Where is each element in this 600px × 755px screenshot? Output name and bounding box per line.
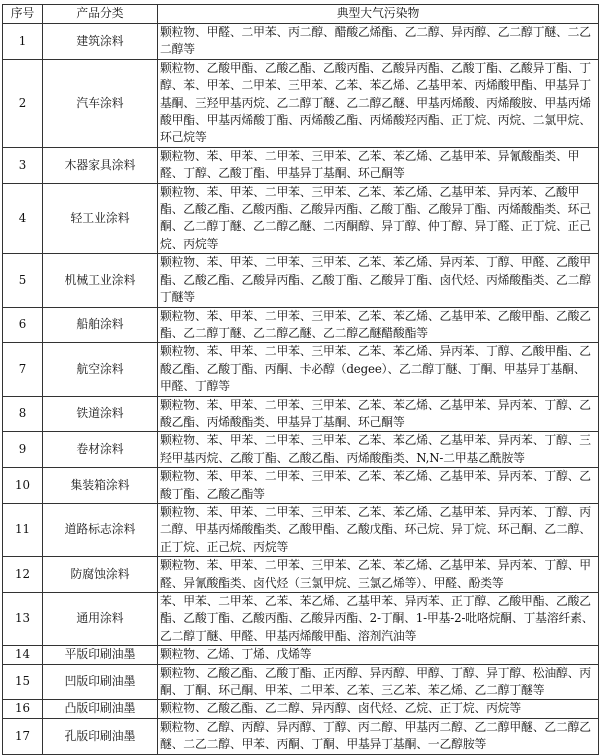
row-index: 13 — [3, 593, 43, 646]
table-row — [3, 307, 599, 343]
row-category: 机械工业涂料 — [43, 254, 158, 307]
row-category: 卷材涂料 — [43, 432, 158, 468]
row-category: 凸版印刷油墨 — [43, 700, 158, 718]
table-header-row — [3, 5, 599, 24]
row-index: 14 — [3, 646, 43, 664]
row-index: 7 — [3, 343, 43, 396]
row-pollutants: 苯、甲苯、二甲苯、乙苯、苯乙烯、乙基甲苯、异丙苯、正丁醇、乙酸甲酯、乙酸乙酯、乙酸丁酯、乙酸丙酯、乙酸异丙酯、2-丁酮、1-甲基-2-吡咯烷酮、丁基溶纤素、乙二醇丁醚、甲醛、甲基丙烯酸甲酯、溶剂汽油等 — [158, 593, 599, 646]
table-row — [3, 557, 599, 593]
row-index: 12 — [3, 557, 43, 593]
row-index: 9 — [3, 432, 43, 468]
row-pollutants: 颗粒物、苯、甲苯、二甲苯、三甲苯、乙苯、苯乙烯、异丙苯、丁醇、甲醛、乙酸甲酯、乙酸乙酯、乙酸异丙酯、乙酸丁酯、乙酸异丁酯、卤代烃、丙烯酸酯类、乙二醇丁醚等 — [158, 254, 599, 307]
header-index: 序号 — [3, 5, 43, 24]
row-index: 5 — [3, 254, 43, 307]
table-row — [3, 593, 599, 646]
table-row — [3, 646, 599, 664]
pollutant-table — [2, 4, 599, 755]
row-pollutants: 颗粒物、乙醇、丙醇、异丙醇、丁醇、丙二醇、甲基丙二醇、乙二醇甲醚、乙二醇乙醚、二乙二醇、甲苯、丙酮、丁酮、甲基异丁基酮、一乙醇胺等 — [158, 718, 599, 754]
table-row — [3, 147, 599, 183]
row-pollutants: 颗粒物、乙酸乙酯、乙酸丁酯、正丙醇、异丙醇、甲醇、丁醇、异丁醇、松油醇、丙酮、丁酮、环己酮、甲苯、二甲苯、乙苯、三乙苯、苯乙烯、乙二醇丁醚等 — [158, 664, 599, 700]
table-row — [3, 503, 599, 556]
row-category: 集装箱涂料 — [43, 468, 158, 504]
row-pollutants: 颗粒物、苯、甲苯、二甲苯、三甲苯、乙苯、苯乙烯、乙基甲苯、乙酸甲酯、乙酸乙酯、乙二醇丁醚、乙二醇乙醚、乙二醇乙醚醋酸酯等 — [158, 307, 599, 343]
row-pollutants: 颗粒物、乙烯、丁烯、戊烯等 — [158, 646, 599, 664]
table-row — [3, 343, 599, 396]
row-category: 防腐蚀涂料 — [43, 557, 158, 593]
table-row — [3, 254, 599, 307]
row-pollutants: 颗粒物、甲醛、二甲苯、丙二醇、醋酸乙烯酯、乙二醇、异丙醇、乙二醇丁醚、二乙二醇等 — [158, 24, 599, 60]
table-row — [3, 468, 599, 504]
table-row — [3, 396, 599, 432]
row-category: 道路标志涂料 — [43, 503, 158, 556]
row-index: 11 — [3, 503, 43, 556]
table-row — [3, 183, 599, 254]
row-index: 10 — [3, 468, 43, 504]
row-pollutants: 颗粒物、乙酸甲酯、乙酸乙酯、乙酸丙酯、乙酸异丙酯、乙酸丁酯、乙酸异丁酯、丁醇、苯、甲苯、二甲苯、三甲苯、乙苯、苯乙烯、乙基甲苯、丙烯酸甲酯、甲基异丁基酮、三羟甲基丙烷、乙二醇丁醚、乙二醇乙醚、甲基丙烯酸、丙烯酸胺、甲基丙烯酸甲酯、甲基丙烯酸丁酯、丙烯酸乙酯、丙烯酸羟丙酯、正丁烷、丙烷、二氯甲烷、环己烷等 — [158, 59, 599, 147]
table-row — [3, 59, 599, 147]
row-category: 平版印刷油墨 — [43, 646, 158, 664]
header-pollutants: 典型大气污染物 — [158, 5, 599, 24]
row-pollutants: 颗粒物、苯、甲苯、二甲苯、三甲苯、乙苯、苯乙烯、乙基甲苯、异丙苯、丁醇、乙酸丁酯、乙酸乙酯等 — [158, 468, 599, 504]
header-category: 产品分类 — [43, 5, 158, 24]
row-category: 航空涂料 — [43, 343, 158, 396]
row-category: 建筑涂料 — [43, 24, 158, 60]
row-index: 4 — [3, 183, 43, 254]
row-index: 6 — [3, 307, 43, 343]
row-category: 船舶涂料 — [43, 307, 158, 343]
row-category: 通用涂料 — [43, 593, 158, 646]
row-pollutants: 颗粒物、苯、甲苯、二甲苯、三甲苯、乙苯、苯乙烯、乙基甲苯、异丙苯、丁醇、丙二醇、甲基丙烯酸酯类、乙酸甲酯、乙酸戊酯、环己烷、异丁烷、环己酮、乙二醇、正丁烷、正己烷、丙烷等 — [158, 503, 599, 556]
row-index: 15 — [3, 664, 43, 700]
row-index: 2 — [3, 59, 43, 147]
row-pollutants: 颗粒物、苯、甲苯、二甲苯、三甲苯、乙苯、苯乙烯、乙基甲苯、异氰酸酯类、甲醛、丁醇、乙酸丁酯、甲基异丁基酮、环己酮等 — [158, 147, 599, 183]
row-pollutants: 颗粒物、苯、甲苯、二甲苯、三甲苯、乙苯、苯乙烯、乙基甲苯、异丙苯、丁醇、三羟甲基丙烷、乙酸丁酯、乙酸乙酯、丙烯酸酯类、N,N-二甲基乙酰胺等 — [158, 432, 599, 468]
row-category: 孔版印刷油墨 — [43, 718, 158, 754]
table-row — [3, 664, 599, 700]
table-row — [3, 432, 599, 468]
row-index: 17 — [3, 718, 43, 754]
row-index: 16 — [3, 700, 43, 718]
row-index: 1 — [3, 24, 43, 60]
table-row — [3, 24, 599, 60]
row-category: 木器家具涂料 — [43, 147, 158, 183]
row-pollutants: 颗粒物、乙酸乙酯、乙二醇、异丙醇、卤代烃、乙烷、正丁烷、丙烷等 — [158, 700, 599, 718]
row-category: 轻工业涂料 — [43, 183, 158, 254]
table-row — [3, 700, 599, 718]
row-pollutants: 颗粒物、苯、甲苯、二甲苯、三甲苯、乙苯、苯乙烯、乙基甲苯、异丙苯、丁醇、乙酸乙酯、丙烯酸酯类、甲基异丁基酮、环己酮等 — [158, 396, 599, 432]
row-category: 铁道涂料 — [43, 396, 158, 432]
row-index: 3 — [3, 147, 43, 183]
row-category: 汽车涂料 — [43, 59, 158, 147]
row-index: 8 — [3, 396, 43, 432]
row-category: 凹版印刷油墨 — [43, 664, 158, 700]
row-pollutants: 颗粒物、苯、甲苯、二甲苯、三甲苯、乙苯、苯乙烯、异丙苯、丁醇、乙酸甲酯、乙酸乙酯、乙酸丁酯、丙酮、卡必醇（degee）、乙二醇丁醚、丁酮、甲基异丁基酮、甲醛、丁醇等 — [158, 343, 599, 396]
table-row — [3, 718, 599, 754]
row-pollutants: 颗粒物、苯、甲苯、二甲苯、三甲苯、乙苯、苯乙烯、乙基甲苯、异丙苯、乙酸甲酯、乙酸乙酯、乙酸丙酯、乙酸异丙酯、乙酸丁酯、乙酸异丁酯、丙烯酸酯类、环己酮、乙二醇丁醚、乙二醇乙醚、二丙酮醇、异丁醇、仲丁醇、异丁醛、正丁烷、正己烷、丙烷等 — [158, 183, 599, 254]
row-pollutants: 颗粒物、苯、甲苯、二甲苯、三甲苯、乙苯、苯乙烯、乙基甲苯、异丙苯、丁醇、甲醛、异氰酸酯类、卤代烃（三氯甲烷、三氯乙烯等）、甲醛、酚类等 — [158, 557, 599, 593]
